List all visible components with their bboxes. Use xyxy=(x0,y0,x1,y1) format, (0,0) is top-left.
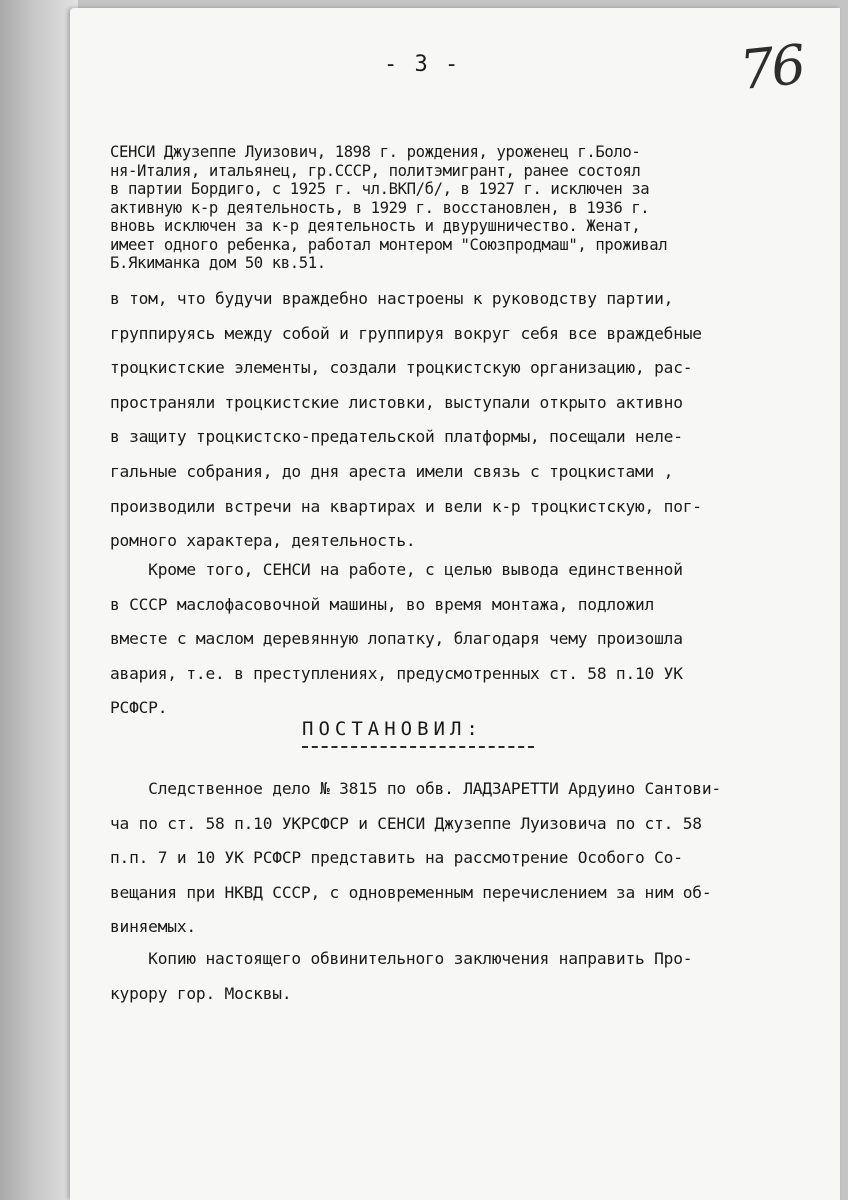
archive-folio-number: 76 xyxy=(736,32,806,103)
accusation-paragraph: в том, что будучи враждебно настроены к руководству партии, группируясь между собой и группируя вокруг себя все враждебные троцкистские элементы, создали троцкистскую организацию, рас- пространяли троцкистские листовки, выступали открыто активно в защиту троцкистско-предательской платформы, посещали неле- гальные собрания, до дня ареста имели связь с троцкистами , производили встречи на квартирах и вели к-р троцкистскую, пог- ромного характера, деятельность. xyxy=(110,289,702,551)
resolution-heading: ПОСТАНОВИЛ: xyxy=(302,718,483,740)
binding-edge xyxy=(0,0,78,1200)
additional-charge-paragraph: Кроме того, СЕНСИ на работе, с целью вывода единственной в СССР маслофасовочной машины, во время монтажа, подложил вместе с маслом деревянную лопатку, благодаря чему произошла авария, т.е. в преступлениях, предусмотренных ст. 58 п.10 УК РСФСР. xyxy=(110,560,683,718)
heading-underline xyxy=(302,746,534,748)
page-number: - 3 - xyxy=(384,52,461,77)
accused-details-block: СЕНСИ Джузеппе Луизович, 1898 г. рождения, уроженец г.Боло- ня-Италия, итальянец, гр.СССР, политэмигрант, ранее состоял в партии Бордиго, с 1925 г. чл.ВКП/б/, в 1927 г. исключен за активную к-р деятельность, в 1929 г. восстановлен, в 1936 г. вновь исключен за к-р деятельность и двурушничество. Женат, имеет одного ребенка, работал монтером "Союзпродмаш", проживал Б.Якиманка дом 50 кв.51. xyxy=(110,143,668,272)
copy-instruction-paragraph: Копию настоящего обвинительного заключения направить Про- курору гор. Москвы. xyxy=(110,949,693,1003)
resolution-paragraph: Следственное дело № 3815 по обв. ЛАДЗАРЕТТИ Ардуино Сантови- ча по ст. 58 п.10 УКРСФСР и СЕНСИ Джузеппе Луизовича по ст. 58 п.п. 7 и 10 УК РСФСР представить на рассмотрение Особого Со- вещания при НКВД СССР, с одновременным перечислением за ним об- виняемых. xyxy=(110,779,721,937)
